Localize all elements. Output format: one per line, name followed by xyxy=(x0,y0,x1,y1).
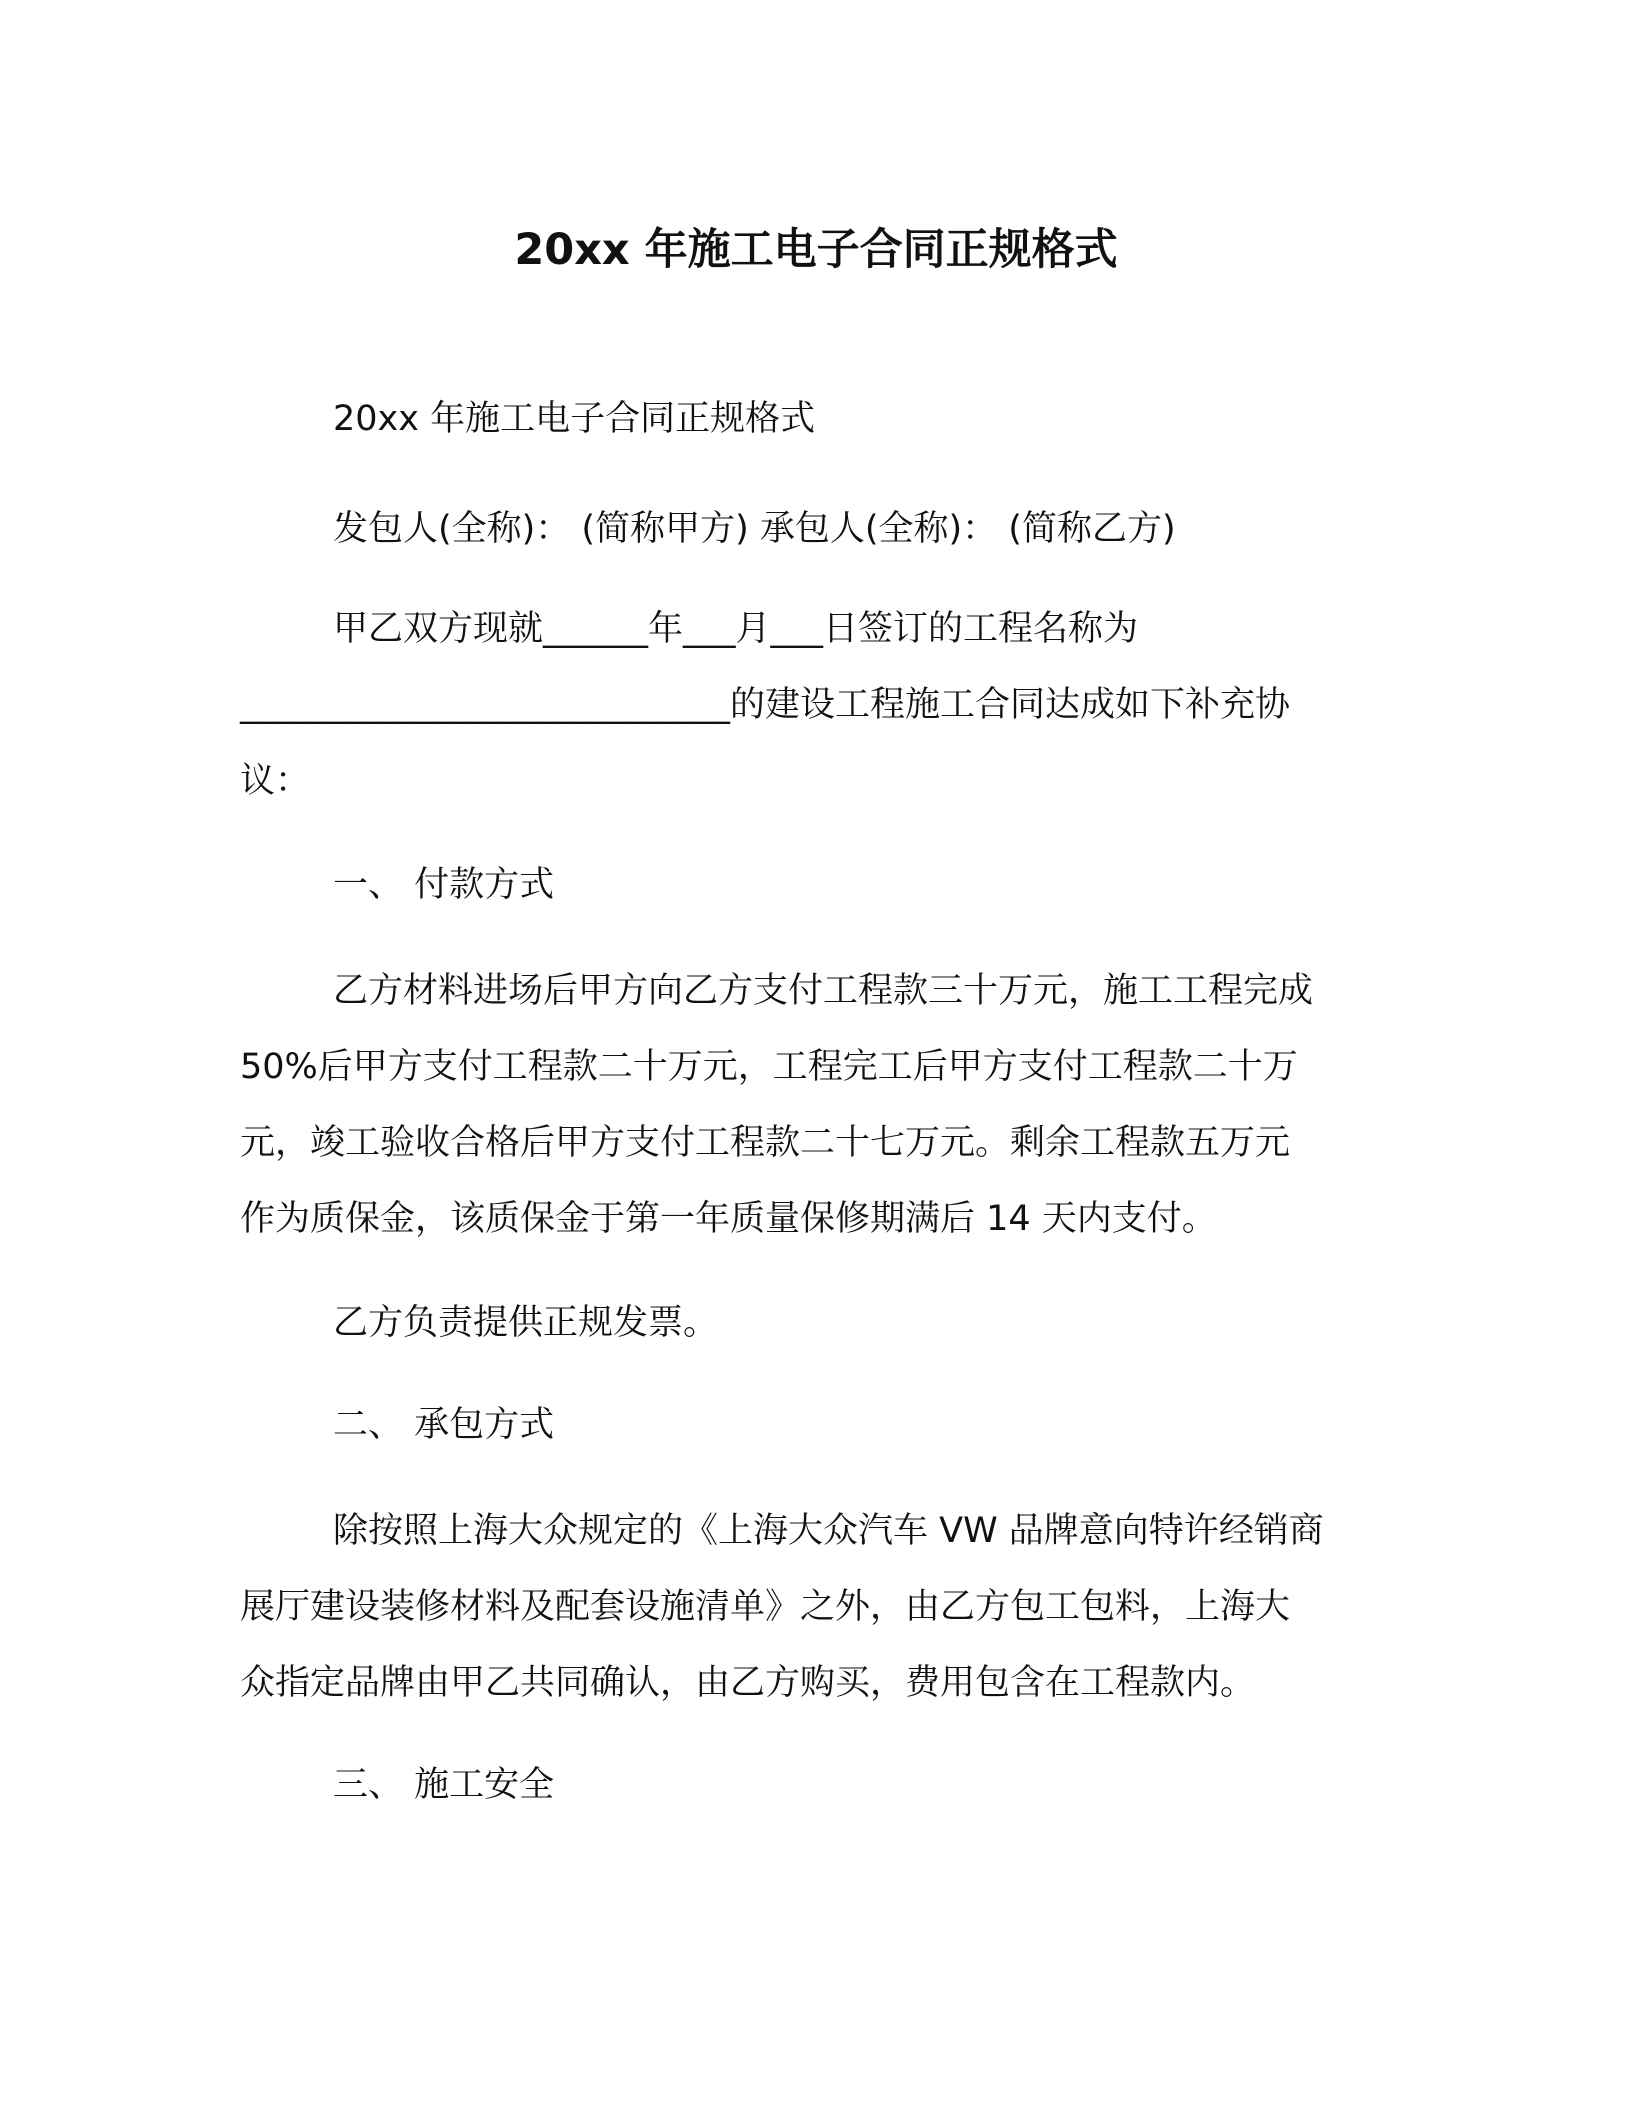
section-heading-payment: 一、 付款方式 xyxy=(333,865,555,905)
document-title: 20xx 年施工电子合同正规格式 xyxy=(514,225,1118,275)
invoice-paragraph: 乙方负责提供正规发票。 xyxy=(333,1303,719,1343)
contracting-paragraph-line-2: 展厅建设装修材料及配套设施清单》之外，由乙方包工包料，上海大 xyxy=(240,1587,1291,1627)
payment-paragraph-line-4: 作为质保金，该质保金于第一年质量保修期满后 14 天内支付。 xyxy=(240,1199,1217,1239)
contracting-paragraph-line-1: 除按照上海大众规定的《上海大众汽车 VW 品牌意向特许经销商 xyxy=(333,1511,1324,1551)
section-heading-safety: 三、 施工安全 xyxy=(333,1765,555,1805)
intro-line-3: 议： xyxy=(240,761,311,801)
payment-paragraph-line-3: 元，竣工验收合格后甲方支付工程款二十七万元。剩余工程款五万元 xyxy=(240,1123,1291,1163)
section-heading-contracting: 二、 承包方式 xyxy=(333,1405,555,1445)
payment-paragraph-line-1: 乙方材料进场后甲方向乙方支付工程款三十万元，施工工程完成 xyxy=(333,971,1314,1011)
payment-paragraph-line-2: 50%后甲方支付工程款二十万元，工程完工后甲方支付工程款二十万 xyxy=(240,1047,1298,1087)
intro-line-2: ____________________________的建设工程施工合同达成如下补充协 xyxy=(240,685,1291,725)
intro-line-1: 甲乙双方现就______年___月___日签订的工程名称为 xyxy=(333,609,1139,649)
document-subtitle: 20xx 年施工电子合同正规格式 xyxy=(333,399,816,439)
parties-line: 发包人(全称)： (简称甲方) 承包人(全称)： (简称乙方) xyxy=(333,509,1176,549)
contracting-paragraph-line-3: 众指定品牌由甲乙共同确认，由乙方购买，费用包含在工程款内。 xyxy=(240,1663,1256,1703)
